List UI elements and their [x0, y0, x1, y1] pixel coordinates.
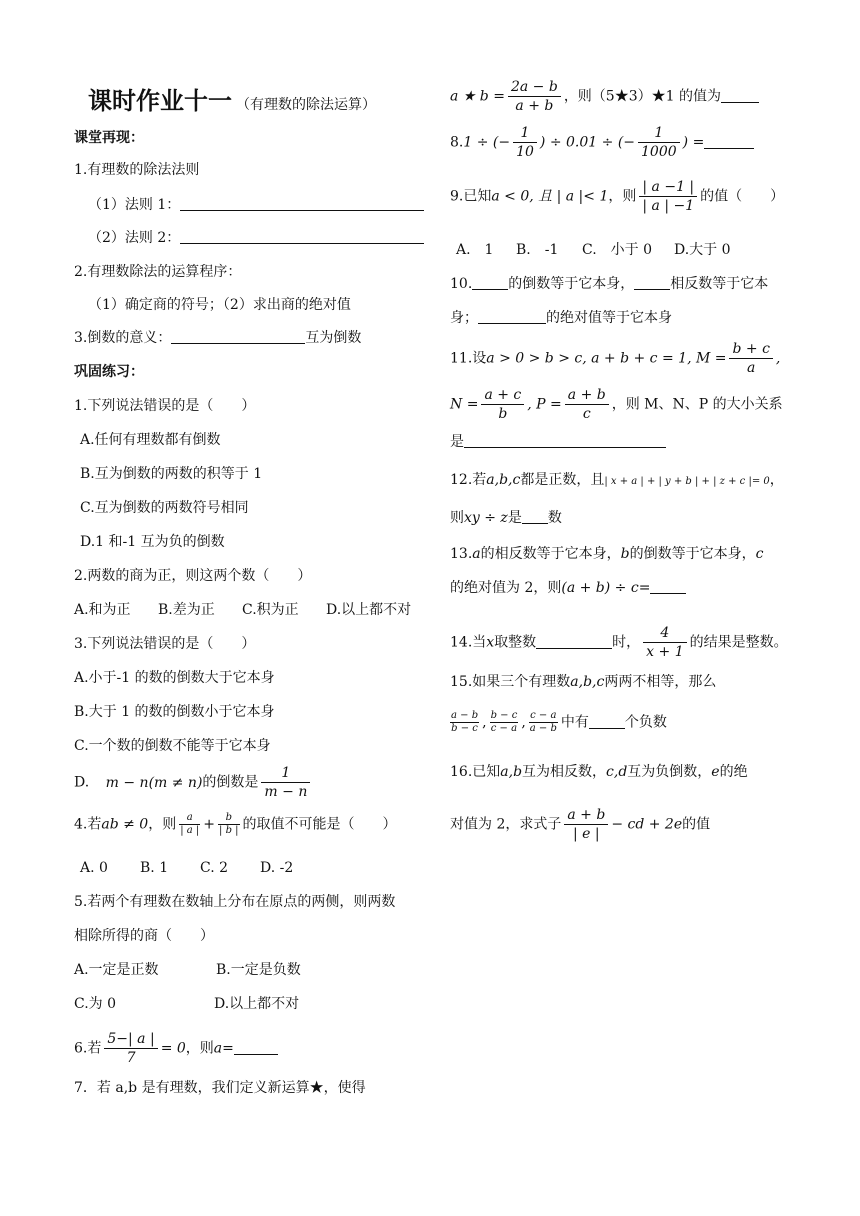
- question-1: 1.下列说法错误的是（ ）: [74, 398, 256, 414]
- fraction: $\frac{b + c}{a}$: [729, 340, 772, 377]
- fraction: $\frac{| a -1 |}{| a | -1}$: [639, 178, 697, 215]
- fraction: $\frac{a - b}{b - c}$: [451, 710, 479, 734]
- fraction: $\frac{4}{x + 1}$: [643, 624, 686, 661]
- question-5-cont: 相除所得的商（ ）: [74, 928, 214, 944]
- question-7: 7．若 a,b 是有理数，我们定义新运算★，使得: [74, 1080, 366, 1096]
- title-sub: （有理数的除法运算）: [236, 97, 376, 113]
- answer-blank: [234, 1040, 278, 1055]
- answer-blank: [522, 509, 548, 524]
- fraction: $\frac{a + b}{c}$: [565, 386, 609, 423]
- fraction: $\frac{a + c}{b}$: [481, 386, 524, 423]
- q3-option-a: A.小于-1 的数的倒数大于它本身: [74, 670, 275, 686]
- q3-option-b: B.大于 1 的数的倒数小于它本身: [74, 704, 275, 720]
- fraction: $\frac{a + b}{| e |}$: [564, 806, 608, 843]
- fraction: $\frac{b}{| b |}$: [219, 812, 239, 836]
- question-11: 11.设a > 0 > b > c, a + b + c = 1, M = $\frac{b + c}{a}$ ,: [450, 341, 781, 376]
- rule-heading: 1.有理数的除法法则: [74, 162, 200, 178]
- q1-option-b: B.互为倒数的两数的积等于 1: [80, 466, 263, 482]
- question-15-cont: $\frac{a - b}{b - c}$ , $\frac{b - c}{c - a}$ , $\frac{c - a}{a - b}$ 中有 个负数: [451, 710, 667, 734]
- answer-blank: [650, 579, 686, 594]
- reciprocal-meaning: 3.倒数的意义： 互为倒数: [74, 330, 362, 346]
- q3-option-c: C.一个数的倒数不能等于它本身: [74, 738, 271, 754]
- q2-options: A.和为正 B.差为正 C.积为正 D.以上都不对: [74, 602, 412, 618]
- title-main: 课时作业十一: [88, 86, 232, 115]
- fraction: $\frac{5-| a |}{7}$: [104, 1030, 157, 1067]
- question-11-cont: N = $\frac{a + c}{b}$ , P = $\frac{a + b}{c}$ ，则 M、N、P 的大小关系: [450, 387, 783, 422]
- section-heading-practice: 巩固练习：: [74, 364, 144, 380]
- section-heading-review: 课堂再现：: [74, 130, 144, 146]
- rule-2: （2）法则 2：: [88, 228, 424, 248]
- answer-blank: [464, 433, 666, 448]
- procedure-steps: （1）确定商的符号；（2）求出商的绝对值: [88, 297, 351, 313]
- answer-blank: [180, 229, 424, 244]
- question-12: 12.若a,b,c都是正数，且| x + a | + | y + b | + | z + c |= 0，: [450, 472, 784, 488]
- q5-options-ab: A.一定是正数 B.一定是负数: [74, 962, 301, 978]
- fraction: $\frac{2a - b}{a + b}$: [508, 78, 561, 115]
- answer-blank: [180, 196, 424, 211]
- rule-1: （1）法则 1：: [88, 195, 424, 215]
- answer-blank: [472, 275, 508, 290]
- question-16-cont: 对值为 2，求式子 $\frac{a + b}{| e |}$ − cd + 2e的值: [450, 807, 711, 842]
- question-10: 10. 的倒数等于它本身， 相反数等于它本: [450, 276, 769, 292]
- fraction: $\frac{1}{10}$: [513, 124, 537, 161]
- question-15: 15.如果三个有理数a,b,c两两不相等，那么: [450, 674, 717, 690]
- question-2: 2.两数的商为正，则这两个数（ ）: [74, 568, 312, 584]
- q3-option-d: D. m − n(m ≠ n)的倒数是 $\frac{1}{m - n}$: [74, 764, 313, 801]
- answer-blank: [478, 309, 546, 324]
- fraction: $\frac{1}{m - n}$: [261, 764, 310, 801]
- answer-blank: [171, 329, 305, 344]
- question-9: 9.已知a < 0, 且 | a |< 1，则 $\frac{| a -1 |}{| a | -1}$ 的值（ ）: [450, 179, 785, 214]
- q1-option-a: A.任何有理数都有倒数: [80, 432, 221, 448]
- question-10-cont: 身； 的绝对值等于它本身: [450, 310, 672, 326]
- fraction: $\frac{b - c}{c - a}$: [490, 710, 518, 734]
- answer-blank: [721, 88, 759, 103]
- question-11-answer: 是: [450, 432, 666, 452]
- question-3: 3.下列说法错误的是（ ）: [74, 636, 256, 652]
- answer-blank: [589, 714, 625, 729]
- question-13: 13.a的相反数等于它本身，b的倒数等于它本身，c: [450, 546, 764, 562]
- q1-option-d: D.1 和-1 互为负的倒数: [80, 534, 225, 550]
- q1-option-c: C.互为倒数的两数符号相同: [80, 500, 249, 516]
- question-16: 16.已知a,b互为相反数，c,d互为负倒数，e的绝: [450, 764, 748, 780]
- question-7-cont: a ★ b = $\frac{2a - b}{a + b}$ ，则（5★3）★1 的值为: [450, 78, 759, 115]
- page-title: [88, 86, 376, 120]
- question-14: 14.当x取整数 时， $\frac{4}{x + 1}$ 的结果是整数。: [450, 625, 788, 660]
- answer-blank: [536, 634, 612, 649]
- fraction: $\frac{a}{| a |}$: [180, 812, 200, 836]
- answer-blank: [634, 275, 670, 290]
- question-8: 8.1 ÷ (− $\frac{1}{10}$ ) ÷ 0.01 ÷ (− $\frac{1}{1000}$ ) =: [450, 124, 754, 161]
- fraction: $\frac{c - a}{a - b}$: [529, 710, 557, 734]
- q4-options: A. 0 B. 1 C. 2 D. -2: [80, 860, 294, 876]
- question-13-cont: 的绝对值为 2，则(a + b) ÷ c=: [450, 578, 686, 598]
- answer-blank: [704, 134, 754, 149]
- question-5: 5.若两个有理数在数轴上分布在原点的两侧，则两数: [74, 894, 396, 910]
- fraction: $\frac{1}{1000}$: [638, 124, 680, 161]
- procedure-heading: 2.有理数除法的运算程序：: [74, 264, 242, 280]
- question-4: 4.若ab ≠ 0，则 $\frac{a}{| a |}$ + $\frac{b}{| b |}$ 的取值不可能是（ ）: [74, 812, 397, 836]
- question-12-cont: 则xy ÷ z是 数: [450, 510, 562, 526]
- question-6: 6.若 $\frac{5-| a |}{7}$ = 0，则a=: [74, 1030, 278, 1067]
- q9-options: A. 1 B. -1 C. 小于 0 D.大于 0: [456, 242, 731, 258]
- q5-options-cd: C.为 0 D.以上都不对: [74, 996, 300, 1012]
